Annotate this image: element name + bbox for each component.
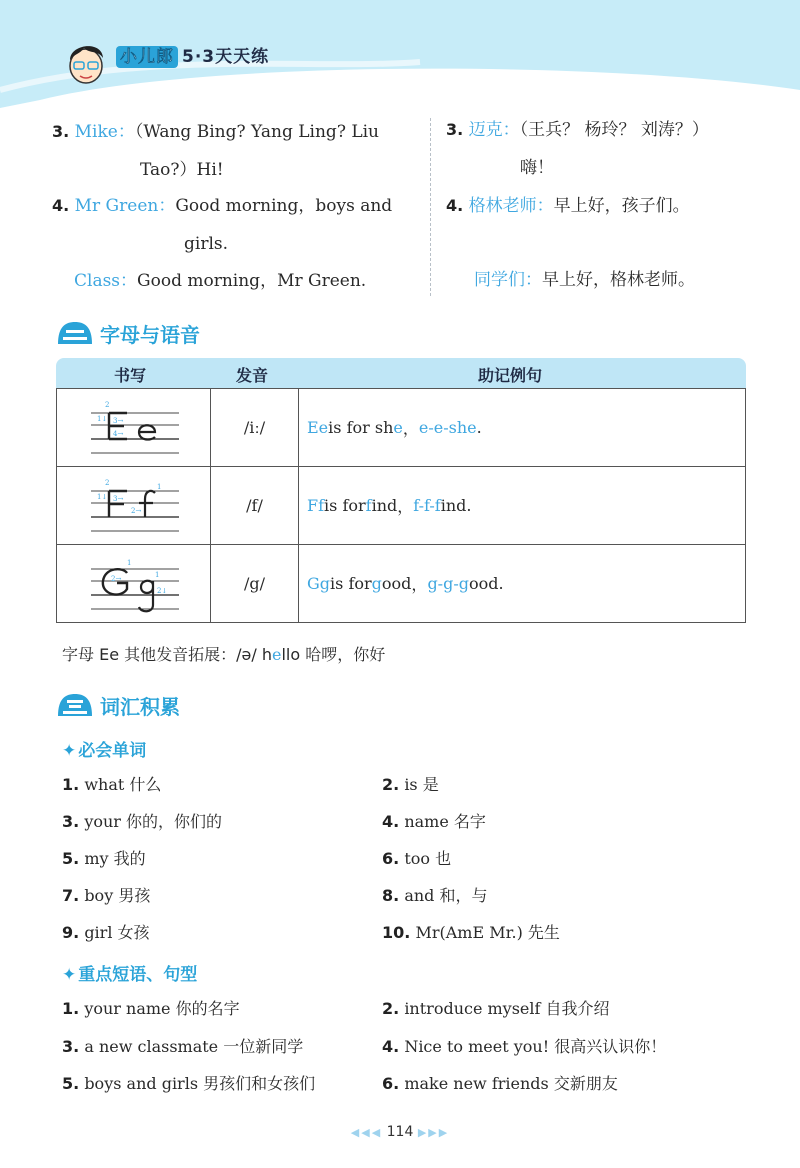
dialogue-en-3-cont: Tao?）Hi!	[140, 160, 224, 180]
word-item: 4. name 名字	[382, 812, 486, 831]
right-arrows-icon: ▶▶▶	[417, 1126, 450, 1139]
svg-text:3→: 3→	[113, 417, 124, 425]
phrase-item: 2. introduce myself 自我介绍	[382, 999, 610, 1018]
mnemonic-text: is for sh	[328, 418, 394, 437]
svg-text:4→: 4→	[113, 430, 124, 438]
dialogue-cn-4	[446, 196, 690, 216]
mnemonic-text: is for	[324, 496, 366, 515]
svg-text:2↓: 2↓	[157, 587, 168, 595]
page-number-text: 114	[386, 1124, 414, 1140]
mnemonic-separator: ，	[402, 419, 419, 438]
table-row	[57, 466, 745, 544]
svg-text:1↓: 1↓	[97, 415, 108, 423]
svg-text:1↓: 1↓	[97, 493, 108, 501]
mnemonic-letter: Ee	[307, 418, 329, 437]
section-title-letters	[56, 318, 200, 348]
note-highlight: e	[271, 645, 282, 664]
mnemonic-cell	[307, 389, 482, 466]
writing-cell	[57, 467, 211, 544]
svg-text:1: 1	[155, 571, 160, 579]
word-item: 8. and 和，与	[382, 886, 488, 905]
mnemonic-chain: e-e-sh	[418, 418, 468, 437]
mnemonic-highlight: f	[365, 496, 372, 515]
brand-logo: 小儿郎	[116, 46, 178, 68]
letter-ff-stroke-guide-icon	[87, 473, 183, 539]
mnemonic-highlight: e	[467, 418, 477, 437]
speaker-label: Class：	[74, 271, 138, 291]
phonetic-cell: /iː/	[211, 389, 299, 466]
svg-text:2→: 2→	[111, 575, 122, 583]
mnemonic-text: ood	[381, 574, 412, 593]
brand-series: 5·3天天练	[182, 47, 270, 67]
dialogue-line: 早上好，孩子们。	[553, 196, 690, 216]
mnemonic-cell	[307, 545, 504, 622]
writing-cell	[57, 389, 211, 466]
letter-table	[56, 358, 746, 623]
mnemonic-highlight: e	[393, 418, 403, 437]
svg-text:2: 2	[105, 479, 110, 487]
dialogue-cn-3-cont: 嗨！	[520, 158, 554, 178]
table-header	[56, 358, 746, 388]
mascot-boy-icon	[62, 36, 110, 86]
table-row	[57, 544, 745, 622]
letter-gg-stroke-guide-icon	[87, 551, 183, 617]
speaker-label: 同学们：	[474, 270, 542, 290]
phonetic-cell: /f/	[211, 467, 299, 544]
word-item: 9. girl 女孩	[62, 923, 150, 942]
sparkle-icon: ✦	[62, 741, 77, 761]
mnemonic-text: is for	[330, 574, 372, 593]
subsection-title-text: 重点短语、句型	[78, 965, 198, 985]
dialogue-line: Good morning，boys and	[175, 196, 393, 216]
mnemonic-text: ind	[371, 496, 398, 515]
note-text: 字母 Ee 其他发音拓展：/ə/ h	[62, 645, 272, 664]
dialogue-number: 4.	[52, 196, 70, 215]
dialogue-en-4	[52, 196, 392, 216]
dialogue-en-class	[74, 271, 366, 291]
speaker-label: 迈克：	[468, 120, 520, 140]
section-number-badge-icon	[56, 692, 94, 718]
table-body	[56, 388, 746, 623]
table-row	[57, 388, 745, 466]
word-item: 10. Mr(AmE Mr.) 先生	[382, 923, 560, 942]
speaker-label: 格林老师：	[468, 196, 554, 216]
header-mnemonic: 助记例句	[478, 366, 543, 385]
column-divider	[430, 118, 431, 296]
dialogue-number: 4.	[446, 196, 464, 215]
mnemonic-chain: g-g-g	[427, 574, 469, 593]
svg-text:1: 1	[157, 483, 162, 491]
mnemonic-end: .	[466, 496, 472, 515]
mnemonic-cell	[307, 467, 471, 544]
svg-text:3→: 3→	[113, 495, 124, 503]
mnemonic-letter: Gg	[307, 574, 331, 593]
section-title-text: 词汇积累	[100, 694, 180, 719]
word-item: 1. what 什么	[62, 775, 162, 794]
mnemonic-separator: ，	[397, 497, 414, 516]
writing-cell	[57, 545, 211, 622]
section-title-vocabulary	[56, 690, 180, 720]
brand-title	[116, 42, 269, 67]
section-title-text: 字母与语音	[100, 322, 200, 347]
svg-text:1: 1	[127, 559, 132, 567]
header-band	[0, 0, 800, 140]
dialogue-line: 早上好，格林老师。	[542, 270, 695, 290]
page-number	[0, 1124, 800, 1140]
dialogue-en-3	[52, 122, 379, 142]
mnemonic-end: .	[476, 418, 482, 437]
header-pronunciation: 发音	[236, 366, 269, 385]
svg-text:2→: 2→	[131, 507, 142, 515]
phrase-item: 3. a new classmate 一位新同学	[62, 1037, 304, 1056]
dialogue-number: 3.	[52, 122, 70, 141]
dialogue-number: 3.	[446, 120, 464, 139]
mnemonic-separator: ，	[411, 575, 428, 594]
dialogue-line: （王兵？ 杨玲？ 刘涛？）	[519, 120, 709, 140]
dialogue-en-4-cont: girls.	[184, 234, 229, 254]
phrase-item: 5. boys and girls 男孩们和女孩们	[62, 1074, 316, 1093]
sparkle-icon: ✦	[62, 965, 77, 985]
subsection-title-text: 必会单词	[78, 741, 147, 761]
mnemonic-text: ood	[468, 574, 499, 593]
pronunciation-note	[62, 642, 385, 665]
phrase-item: 4. Nice to meet you! 很高兴认识你！	[382, 1037, 667, 1056]
phrase-item: 1. your name 你的名字	[62, 999, 240, 1018]
dialogue-cn-class	[474, 270, 695, 290]
mnemonic-text: ind	[440, 496, 467, 515]
subsection-key-phrases	[62, 960, 197, 985]
word-item: 3. your 你的，你们的	[62, 812, 223, 831]
note-text: llo 哈啰，你好	[281, 645, 386, 664]
dialogue-line: Good morning，Mr Green.	[137, 271, 367, 291]
phrase-item: 6. make new friends 交新朋友	[382, 1074, 618, 1093]
letter-ee-stroke-guide-icon	[87, 395, 183, 461]
dialogue-cn-3	[446, 120, 709, 140]
word-item: 5. my 我的	[62, 849, 146, 868]
mnemonic-chain: f-f-f	[413, 496, 441, 515]
left-arrows-icon: ◀◀◀	[350, 1126, 383, 1139]
speaker-label: Mike：	[74, 122, 135, 142]
dialogue-line: （Wang Bing? Yang Ling? Liu	[134, 122, 380, 142]
svg-text:2: 2	[105, 401, 110, 409]
mnemonic-highlight: g	[371, 574, 382, 593]
word-item: 6. too 也	[382, 849, 452, 868]
speaker-label: Mr Green：	[74, 196, 176, 216]
phonetic-cell: /g/	[211, 545, 299, 622]
word-item: 2. is 是	[382, 775, 439, 794]
subsection-required-words	[62, 736, 146, 761]
mnemonic-letter: Ff	[307, 496, 325, 515]
word-item: 7. boy 男孩	[62, 886, 151, 905]
section-number-badge-icon	[56, 320, 94, 346]
mnemonic-end: .	[498, 574, 504, 593]
header-writing: 书写	[114, 366, 147, 385]
